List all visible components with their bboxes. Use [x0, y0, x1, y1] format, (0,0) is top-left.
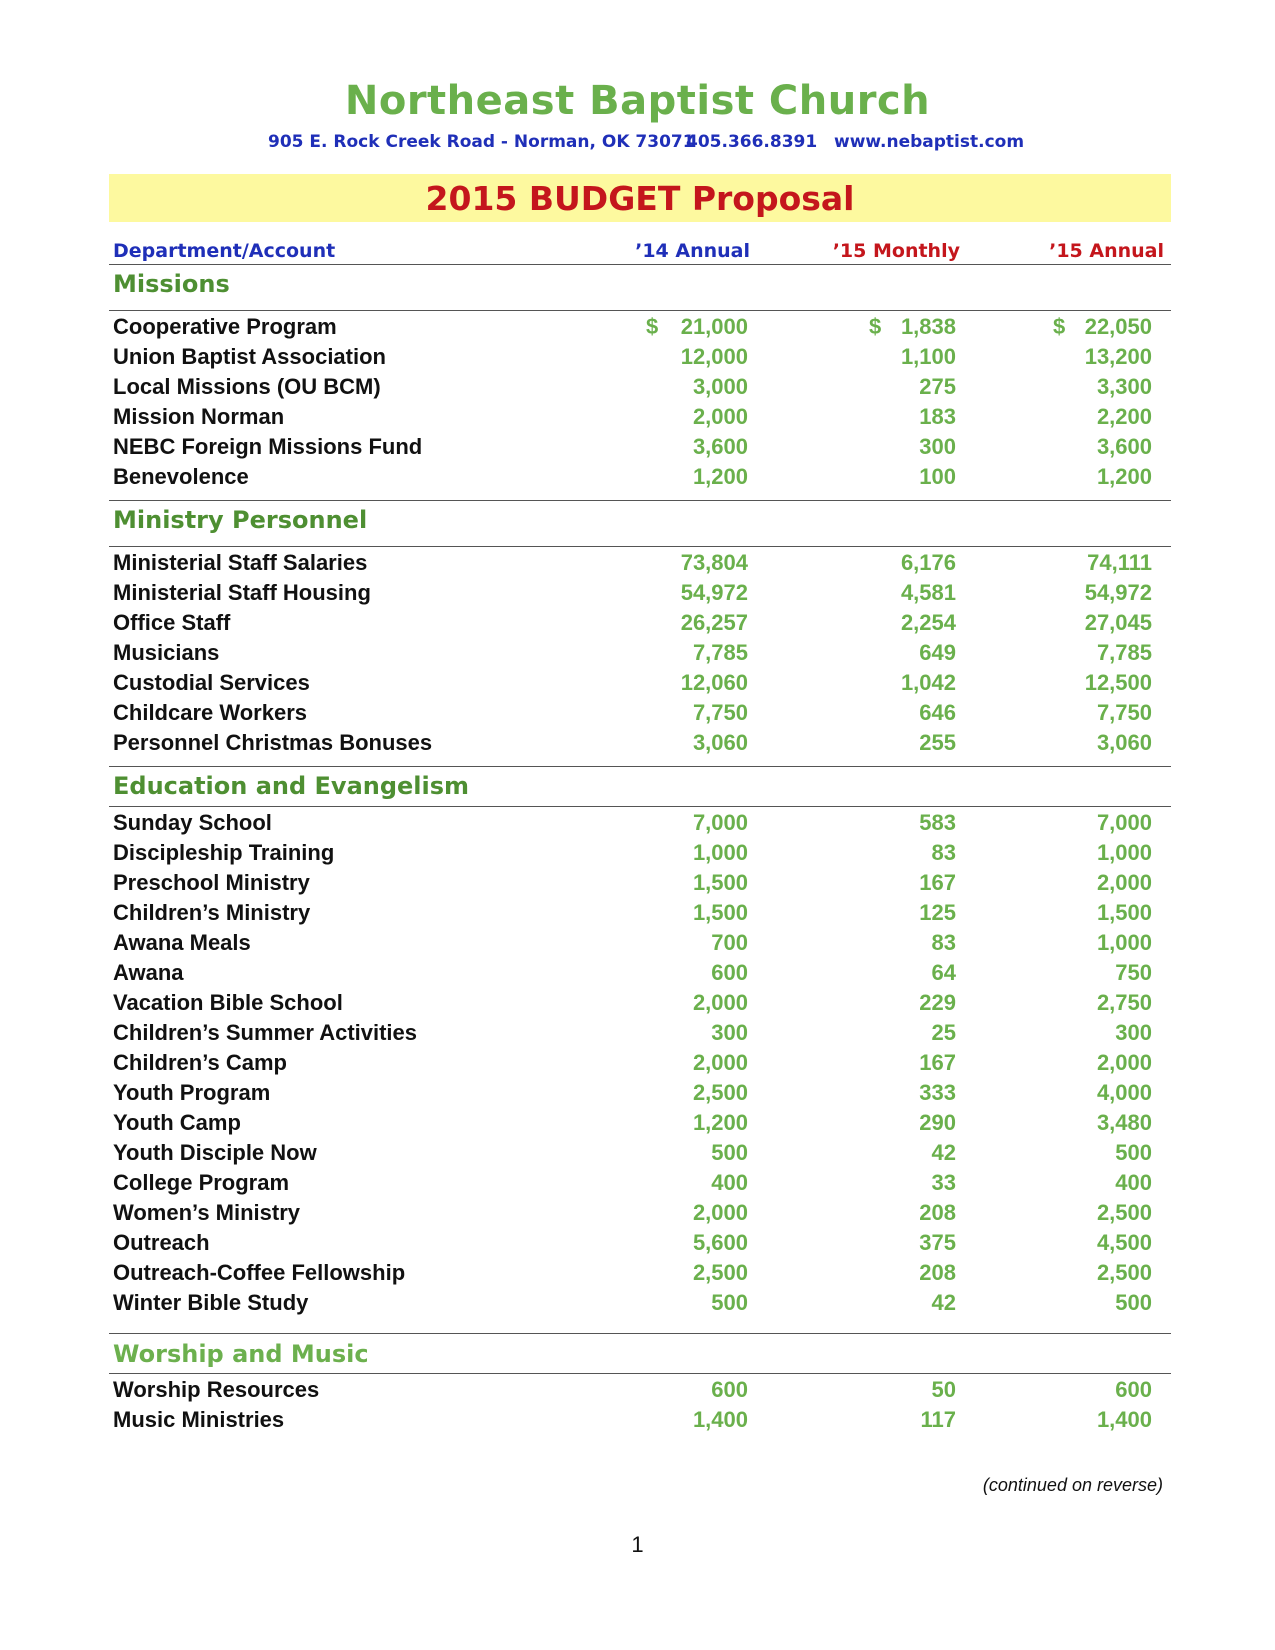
amount-2015-annual: 2,000: [1096, 870, 1152, 895]
table-row: [0, 930, 1275, 960]
amount-2015-annual: 3,060: [1096, 730, 1152, 755]
amount-2015-annual: 74,111: [1087, 550, 1152, 575]
amount-2015-monthly: 6,176: [900, 550, 956, 575]
amount-2015-annual: 1,000: [1096, 840, 1152, 865]
account-name: Union Baptist Association: [113, 344, 386, 369]
amount-2015-monthly: 208: [919, 1260, 956, 1285]
amount-2014-annual: 26,257: [680, 610, 748, 635]
amount-2015-monthly: 25: [931, 1020, 956, 1045]
column-header-2014-annual: ’14 Annual: [635, 240, 750, 262]
section-rule: [109, 500, 1171, 501]
church-address: 905 E. Rock Creek Road - Norman, OK 73071: [268, 132, 695, 152]
table-row: [0, 1260, 1275, 1290]
column-header-2015-annual: ’15 Annual: [1049, 240, 1164, 262]
account-name: Children’s Ministry: [113, 900, 311, 925]
amount-2014-annual: 1,500: [692, 870, 748, 895]
church-website-link[interactable]: www.nebaptist.com: [834, 132, 1025, 152]
amount-2015-monthly: 1,100: [900, 344, 956, 369]
amount-2014-annual: 2,000: [692, 990, 748, 1015]
table-row: [0, 434, 1275, 464]
table-row: [0, 1407, 1275, 1437]
amount-2015-annual: 1,200: [1096, 464, 1152, 489]
page-number: 1: [631, 1532, 644, 1557]
amount-2015-annual: 4,500: [1096, 1230, 1152, 1255]
account-name: Children’s Summer Activities: [113, 1020, 418, 1045]
account-name: Music Ministries: [113, 1407, 285, 1432]
account-name: Discipleship Training: [113, 840, 335, 865]
table-row: [0, 960, 1275, 990]
section-title-education-evangelism: Education and Evangelism: [113, 772, 470, 800]
amount-2015-monthly: 167: [919, 870, 956, 895]
section-rule: [109, 1333, 1171, 1334]
table-row: [0, 1110, 1275, 1140]
amount-2014-annual: 1,200: [692, 464, 748, 489]
amount-2015-annual: 7,750: [1096, 700, 1152, 725]
amount-2014-annual: 1,400: [692, 1407, 748, 1432]
account-name: Office Staff: [113, 610, 231, 635]
amount-2015-monthly: 229: [919, 990, 956, 1015]
currency-symbol: $: [646, 314, 659, 339]
account-name: Awana Meals: [113, 930, 251, 955]
amount-2015-annual: 2,500: [1096, 1260, 1152, 1285]
amount-2015-monthly: 83: [931, 840, 956, 865]
account-name: Childcare Workers: [113, 700, 308, 725]
header-rule: [109, 264, 1171, 265]
amount-2014-annual: 2,000: [692, 1050, 748, 1075]
amount-2015-monthly: 290: [919, 1110, 956, 1135]
account-name: Youth Camp: [113, 1110, 241, 1135]
continued-note: (continued on reverse): [982, 1475, 1163, 1495]
amount-2015-monthly: 333: [919, 1080, 956, 1105]
table-row: [0, 1377, 1275, 1407]
church-phone: 405.366.8391: [686, 132, 818, 152]
section-title-missions: Missions: [113, 270, 230, 298]
amount-2015-monthly: 1,042: [900, 670, 956, 695]
amount-2015-monthly: 183: [919, 404, 956, 429]
account-name: Children’s Camp: [113, 1050, 287, 1075]
account-name: Sunday School: [113, 810, 272, 835]
amount-2015-annual: 750: [1115, 960, 1152, 985]
amount-2015-annual: 3,300: [1096, 374, 1152, 399]
amount-2015-annual: 2,500: [1096, 1200, 1152, 1225]
church-name: Northeast Baptist Church: [344, 78, 931, 124]
column-header-2015-monthly: ’15 Monthly: [832, 240, 960, 262]
section-rule: [109, 310, 1171, 311]
account-name: Musicians: [113, 640, 220, 665]
budget-banner: [109, 174, 1171, 222]
amount-2015-monthly: 64: [931, 960, 956, 985]
amount-2014-annual: 2,000: [692, 1200, 748, 1225]
table-row: [0, 314, 1275, 344]
amount-2014-annual: 500: [711, 1290, 748, 1315]
amount-2015-monthly: 275: [919, 374, 956, 399]
section-rule: [109, 766, 1171, 767]
amount-2015-annual: 13,200: [1084, 344, 1152, 369]
amount-2014-annual: 2,500: [692, 1080, 748, 1105]
table-row: [0, 374, 1275, 404]
amount-2015-monthly: 583: [919, 810, 956, 835]
amount-2014-annual: 400: [711, 1170, 748, 1195]
amount-2015-monthly: 646: [919, 700, 956, 725]
table-row: [0, 1050, 1275, 1080]
amount-2015-annual: 600: [1115, 1377, 1152, 1402]
table-row: [0, 580, 1275, 610]
column-header-department: Department/Account: [113, 240, 336, 262]
amount-2015-annual: 1,000: [1096, 930, 1152, 955]
amount-2015-monthly: 42: [931, 1290, 956, 1315]
table-row: [0, 900, 1275, 930]
table-row: [0, 670, 1275, 700]
amount-2014-annual: 3,060: [692, 730, 748, 755]
amount-2015-annual: 27,045: [1084, 610, 1152, 635]
table-row: [0, 1020, 1275, 1050]
amount-2015-annual: 22,050: [1084, 314, 1152, 339]
table-row: [0, 1230, 1275, 1260]
amount-2015-annual: 500: [1115, 1290, 1152, 1315]
amount-2015-monthly: 2,254: [900, 610, 956, 635]
amount-2014-annual: 2,500: [692, 1260, 748, 1285]
amount-2015-monthly: 167: [919, 1050, 956, 1075]
table-row: [0, 990, 1275, 1020]
account-name: Personnel Christmas Bonuses: [113, 730, 433, 755]
table-row: [0, 344, 1275, 374]
amount-2014-annual: 1,500: [692, 900, 748, 925]
amount-2014-annual: 54,972: [680, 580, 748, 605]
amount-2014-annual: 3,600: [692, 434, 748, 459]
table-row: [0, 870, 1275, 900]
account-name: Outreach-Coffee Fellowship: [113, 1260, 406, 1285]
account-name: Women’s Ministry: [113, 1200, 301, 1225]
table-row: [0, 610, 1275, 640]
currency-symbol: $: [1053, 314, 1066, 339]
account-name: Benevolence: [113, 464, 249, 489]
account-name: NEBC Foreign Missions Fund: [113, 434, 423, 459]
amount-2015-annual: 4,000: [1096, 1080, 1152, 1105]
account-name: Mission Norman: [113, 404, 285, 429]
amount-2014-annual: 7,000: [692, 810, 748, 835]
amount-2015-annual: 7,000: [1096, 810, 1152, 835]
account-name: Ministerial Staff Salaries: [113, 550, 368, 575]
amount-2014-annual: 3,000: [692, 374, 748, 399]
account-name: College Program: [113, 1170, 290, 1195]
amount-2014-annual: 73,804: [680, 550, 748, 575]
amount-2015-annual: 7,785: [1096, 640, 1152, 665]
table-row: [0, 1170, 1275, 1200]
amount-2014-annual: 7,785: [692, 640, 748, 665]
account-name: Youth Program: [113, 1080, 271, 1105]
amount-2014-annual: 700: [711, 930, 748, 955]
account-name: Awana: [113, 960, 184, 985]
table-row: [0, 810, 1275, 840]
amount-2014-annual: 7,750: [692, 700, 748, 725]
account-name: Youth Disciple Now: [113, 1140, 317, 1165]
amount-2015-monthly: 125: [919, 900, 956, 925]
amount-2015-monthly: 255: [919, 730, 956, 755]
account-name: Ministerial Staff Housing: [113, 580, 371, 605]
amount-2015-monthly: 300: [919, 434, 956, 459]
account-name: Preschool Ministry: [113, 870, 310, 895]
amount-2015-annual: 400: [1115, 1170, 1152, 1195]
section-title-ministry-personnel: Ministry Personnel: [113, 506, 368, 534]
amount-2014-annual: 600: [711, 1377, 748, 1402]
amount-2015-annual: 2,750: [1096, 990, 1152, 1015]
account-name: Outreach: [113, 1230, 210, 1255]
amount-2015-annual: 1,400: [1096, 1407, 1152, 1432]
amount-2015-monthly: 100: [919, 464, 956, 489]
account-name: Worship Resources: [113, 1377, 320, 1402]
amount-2014-annual: 500: [711, 1140, 748, 1165]
amount-2015-monthly: 33: [931, 1170, 956, 1195]
table-row: [0, 404, 1275, 434]
amount-2015-monthly: 1,838: [900, 314, 956, 339]
amount-2014-annual: 1,200: [692, 1110, 748, 1135]
table-row: [0, 730, 1275, 760]
amount-2014-annual: 600: [711, 960, 748, 985]
amount-2015-monthly: 4,581: [900, 580, 956, 605]
table-row: [0, 464, 1275, 494]
amount-2014-annual: 300: [711, 1020, 748, 1045]
account-name: Local Missions (OU BCM): [113, 374, 381, 399]
table-row: [0, 1290, 1275, 1320]
amount-2014-annual: 12,060: [680, 670, 748, 695]
table-row: [0, 640, 1275, 670]
amount-2014-annual: 12,000: [680, 344, 748, 369]
amount-2015-monthly: 83: [931, 930, 956, 955]
amount-2015-annual: 1,500: [1096, 900, 1152, 925]
amount-2014-annual: 5,600: [692, 1230, 748, 1255]
amount-2015-annual: 54,972: [1084, 580, 1152, 605]
budget-title: 2015 BUDGET Proposal: [425, 179, 855, 218]
account-name: Vacation Bible School: [113, 990, 343, 1015]
amount-2015-monthly: 208: [919, 1200, 956, 1225]
account-name: Custodial Services: [113, 670, 310, 695]
table-row: [0, 550, 1275, 580]
table-row: [0, 1200, 1275, 1230]
table-row: [0, 1080, 1275, 1110]
account-name: Winter Bible Study: [113, 1290, 309, 1315]
table-row: [0, 840, 1275, 870]
amount-2015-annual: 2,200: [1096, 404, 1152, 429]
amount-2015-monthly: 42: [931, 1140, 956, 1165]
amount-2014-annual: 1,000: [692, 840, 748, 865]
amount-2015-annual: 12,500: [1084, 670, 1152, 695]
amount-2015-annual: 500: [1115, 1140, 1152, 1165]
amount-2015-annual: 300: [1115, 1020, 1152, 1045]
amount-2015-monthly: 375: [919, 1230, 956, 1255]
currency-symbol: $: [869, 314, 882, 339]
amount-2015-monthly: 649: [919, 640, 956, 665]
table-row: [0, 1140, 1275, 1170]
amount-2014-annual: 21,000: [680, 314, 748, 339]
amount-2015-annual: 3,480: [1096, 1110, 1152, 1135]
amount-2015-monthly: 117: [920, 1407, 956, 1432]
section-rule: [109, 806, 1171, 807]
amount-2015-annual: 2,000: [1096, 1050, 1152, 1075]
amount-2015-annual: 3,600: [1096, 434, 1152, 459]
section-rule: [109, 546, 1171, 547]
section-title-worship-music: Worship and Music: [113, 1340, 369, 1368]
amount-2015-monthly: 50: [931, 1377, 956, 1402]
table-row: [0, 700, 1275, 730]
account-name: Cooperative Program: [113, 314, 337, 339]
amount-2014-annual: 2,000: [692, 404, 748, 429]
section-rule: [109, 1373, 1171, 1374]
